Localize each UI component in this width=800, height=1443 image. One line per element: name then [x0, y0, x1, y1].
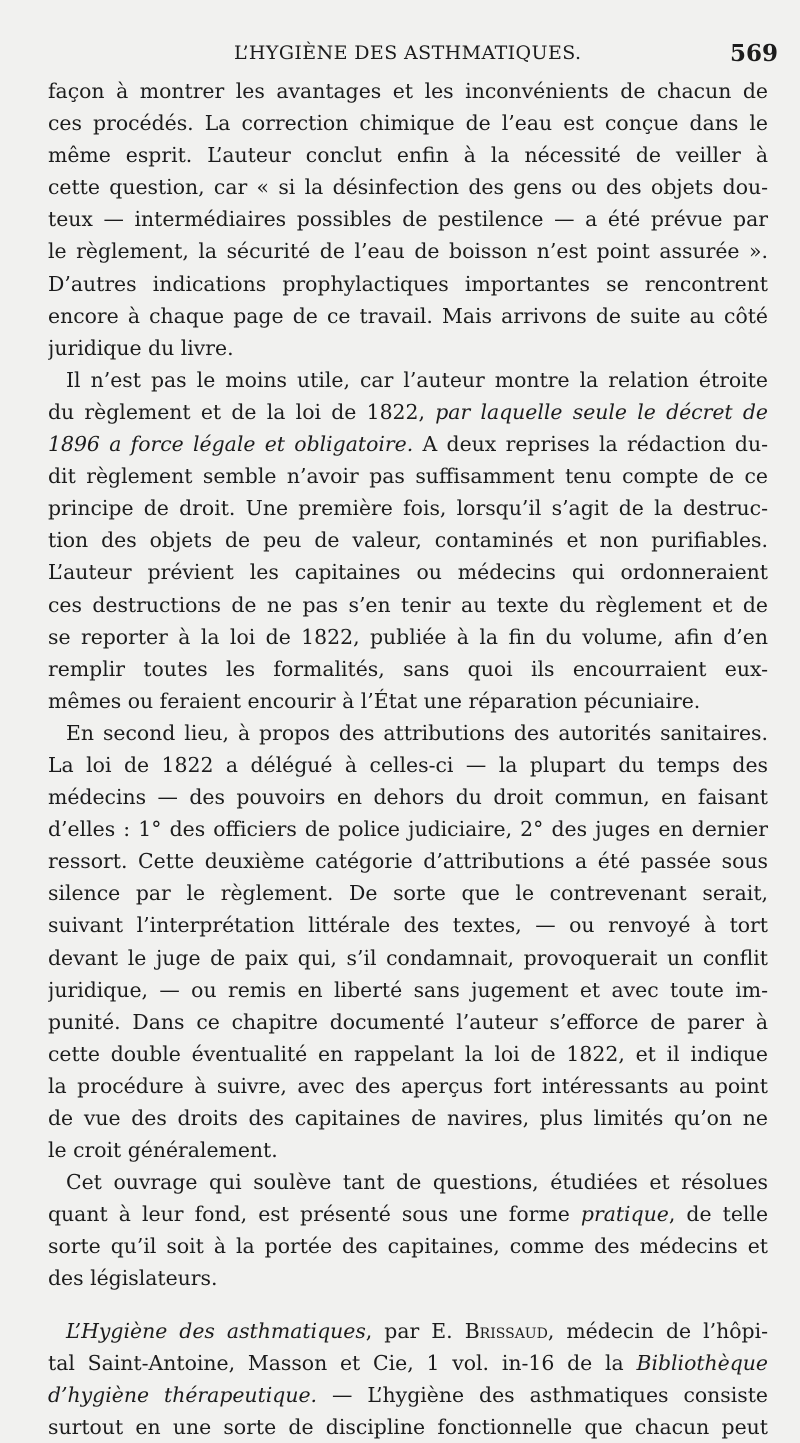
book-title: L’Hygiène des asthmatiques [66, 1318, 366, 1343]
text-run: , médecin de l’hôpi- [547, 1318, 768, 1343]
body-text [48, 75, 768, 1443]
text-run: — L’hygiène des asthmatiques consiste [317, 1382, 768, 1407]
text-line: juridique, — ou remis en liberté sans jugement et avec toute im- [48, 977, 768, 1002]
text-run: quant à leur fond, est présenté sous une forme [48, 1202, 581, 1227]
text-line: ces procédés. La correction chimique de l’eau est conçue dans le [48, 111, 768, 136]
text-line: le règlement, la sécurité de l’eau de boisson n’est point assurée ». [48, 239, 768, 264]
text-line: cette double éventualité en rappelant la loi de 1822, et il indique [48, 1041, 768, 1066]
italic-run: d’hygiène thérapeutique. [48, 1382, 318, 1407]
italic-run: pratique [580, 1202, 669, 1227]
text-line: juridique du livre. [48, 335, 234, 360]
text-line: dit règlement semble n’avoir pas suffisamment tenu compte de ce [48, 464, 768, 489]
text-run: , par E. [365, 1318, 465, 1343]
text-line: ressort. Cette deuxième catégorie d’attributions a été passée sous [48, 849, 768, 874]
running-header [48, 40, 778, 74]
text-line: teux — intermédiaires possibles de pestilence — a été prévue par [48, 207, 768, 232]
text-line: En second lieu, à propos des attributions des autorités sanitaires. [66, 720, 768, 745]
italic-run: par laquelle seule le décret de [435, 399, 768, 424]
text-line: suivant l’interprétation littérale des textes, — ou renvoyé à tort [48, 913, 768, 938]
text-line: sorte qu’il soit à la portée des capitaines, comme des médecins et [48, 1234, 768, 1259]
text-line: cette question, car « si la désinfection des gens ou des objets dou- [48, 175, 768, 200]
text-line: des législateurs. [48, 1266, 218, 1291]
author-name: Brissaud [464, 1318, 548, 1343]
text-line: punité. Dans ce chapitre documenté l’auteur s’efforce de parer à [48, 1009, 768, 1034]
text-line: encore à chaque page de ce travail. Mais arrivons de suite au côté [48, 303, 768, 328]
running-title: L’HYGIÈNE DES ASTHMATIQUES. [234, 42, 582, 64]
italic-run: 1896 a force légale et obligatoire. [48, 432, 414, 457]
text-line: La loi de 1822 a délégué à celles-ci — la plupart du temps des [48, 752, 768, 777]
text-line: mêmes ou feraient encourir à l’État une réparation pécuniaire. [48, 688, 701, 713]
text-line: D’autres indications prophylactiques importantes se rencontrent [48, 271, 768, 296]
italic-run: Bibliothèque [636, 1350, 768, 1375]
page-number: 569 [729, 40, 778, 67]
text-line [48, 1315, 768, 1347]
text-line [48, 1198, 768, 1230]
text-line: L’auteur prévient les capitaines ou médecins qui ordonneraient [48, 560, 768, 585]
text-line [48, 396, 768, 428]
text-line: ces destructions de ne pas s’en tenir au texte du règlement et de [48, 592, 768, 617]
text-line [48, 1347, 768, 1379]
section-gap [48, 1295, 768, 1315]
text-line: le croit généralement. [48, 1138, 278, 1163]
text-line: silence par le règlement. De sorte que le contrevenant serait, [48, 881, 768, 906]
text-line: la procédure à suivre, avec des aperçus fort intéressants au point [48, 1073, 768, 1098]
text-line: principe de droit. Une première fois, lorsqu’il s’agit de la destruc- [48, 496, 768, 521]
text-line: médecins — des pouvoirs en dehors du droit commun, en faisant [48, 785, 768, 810]
text-line: Cet ouvrage qui soulève tant de questions, étudiées et résolues [66, 1170, 768, 1195]
text-line: se reporter à la loi de 1822, publiée à la fin du volume, afin d’en [48, 624, 768, 649]
text-line: façon à montrer les avantages et les inconvénients de chacun de [48, 79, 768, 103]
text-line [48, 428, 768, 460]
text-run: A deux reprises la rédaction du- [413, 432, 768, 457]
text-run: du règlement et de la loi de 1822, [48, 399, 436, 424]
text-line [48, 1379, 768, 1411]
text-run: , de telle [668, 1202, 768, 1227]
text-line: d’elles : 1° des officiers de police judiciaire, 2° des juges en dernier [48, 817, 768, 842]
text-line: surtout en une sorte de discipline fonctionnelle que chacun peut [48, 1414, 768, 1439]
text-line: Il n’est pas le moins utile, car l’auteur montre la relation étroite [66, 367, 768, 392]
text-line: de vue des droits des capitaines de navires, plus limités qu’on ne [48, 1106, 768, 1130]
text-run: tal Saint-Antoine, Masson et Cie, 1 vol. in-16 de la [48, 1350, 637, 1375]
text-line: remplir toutes les formalités, sans quoi ils encourraient eux- [48, 656, 768, 681]
text-line: même esprit. L’auteur conclut enfin à la nécessité de veiller à [48, 143, 768, 168]
text-line: tion des objets de peu de valeur, contaminés et non purifiables. [48, 528, 768, 553]
text-line: devant le juge de paix qui, s’il condamnait, provoquerait un conflit [48, 945, 768, 970]
